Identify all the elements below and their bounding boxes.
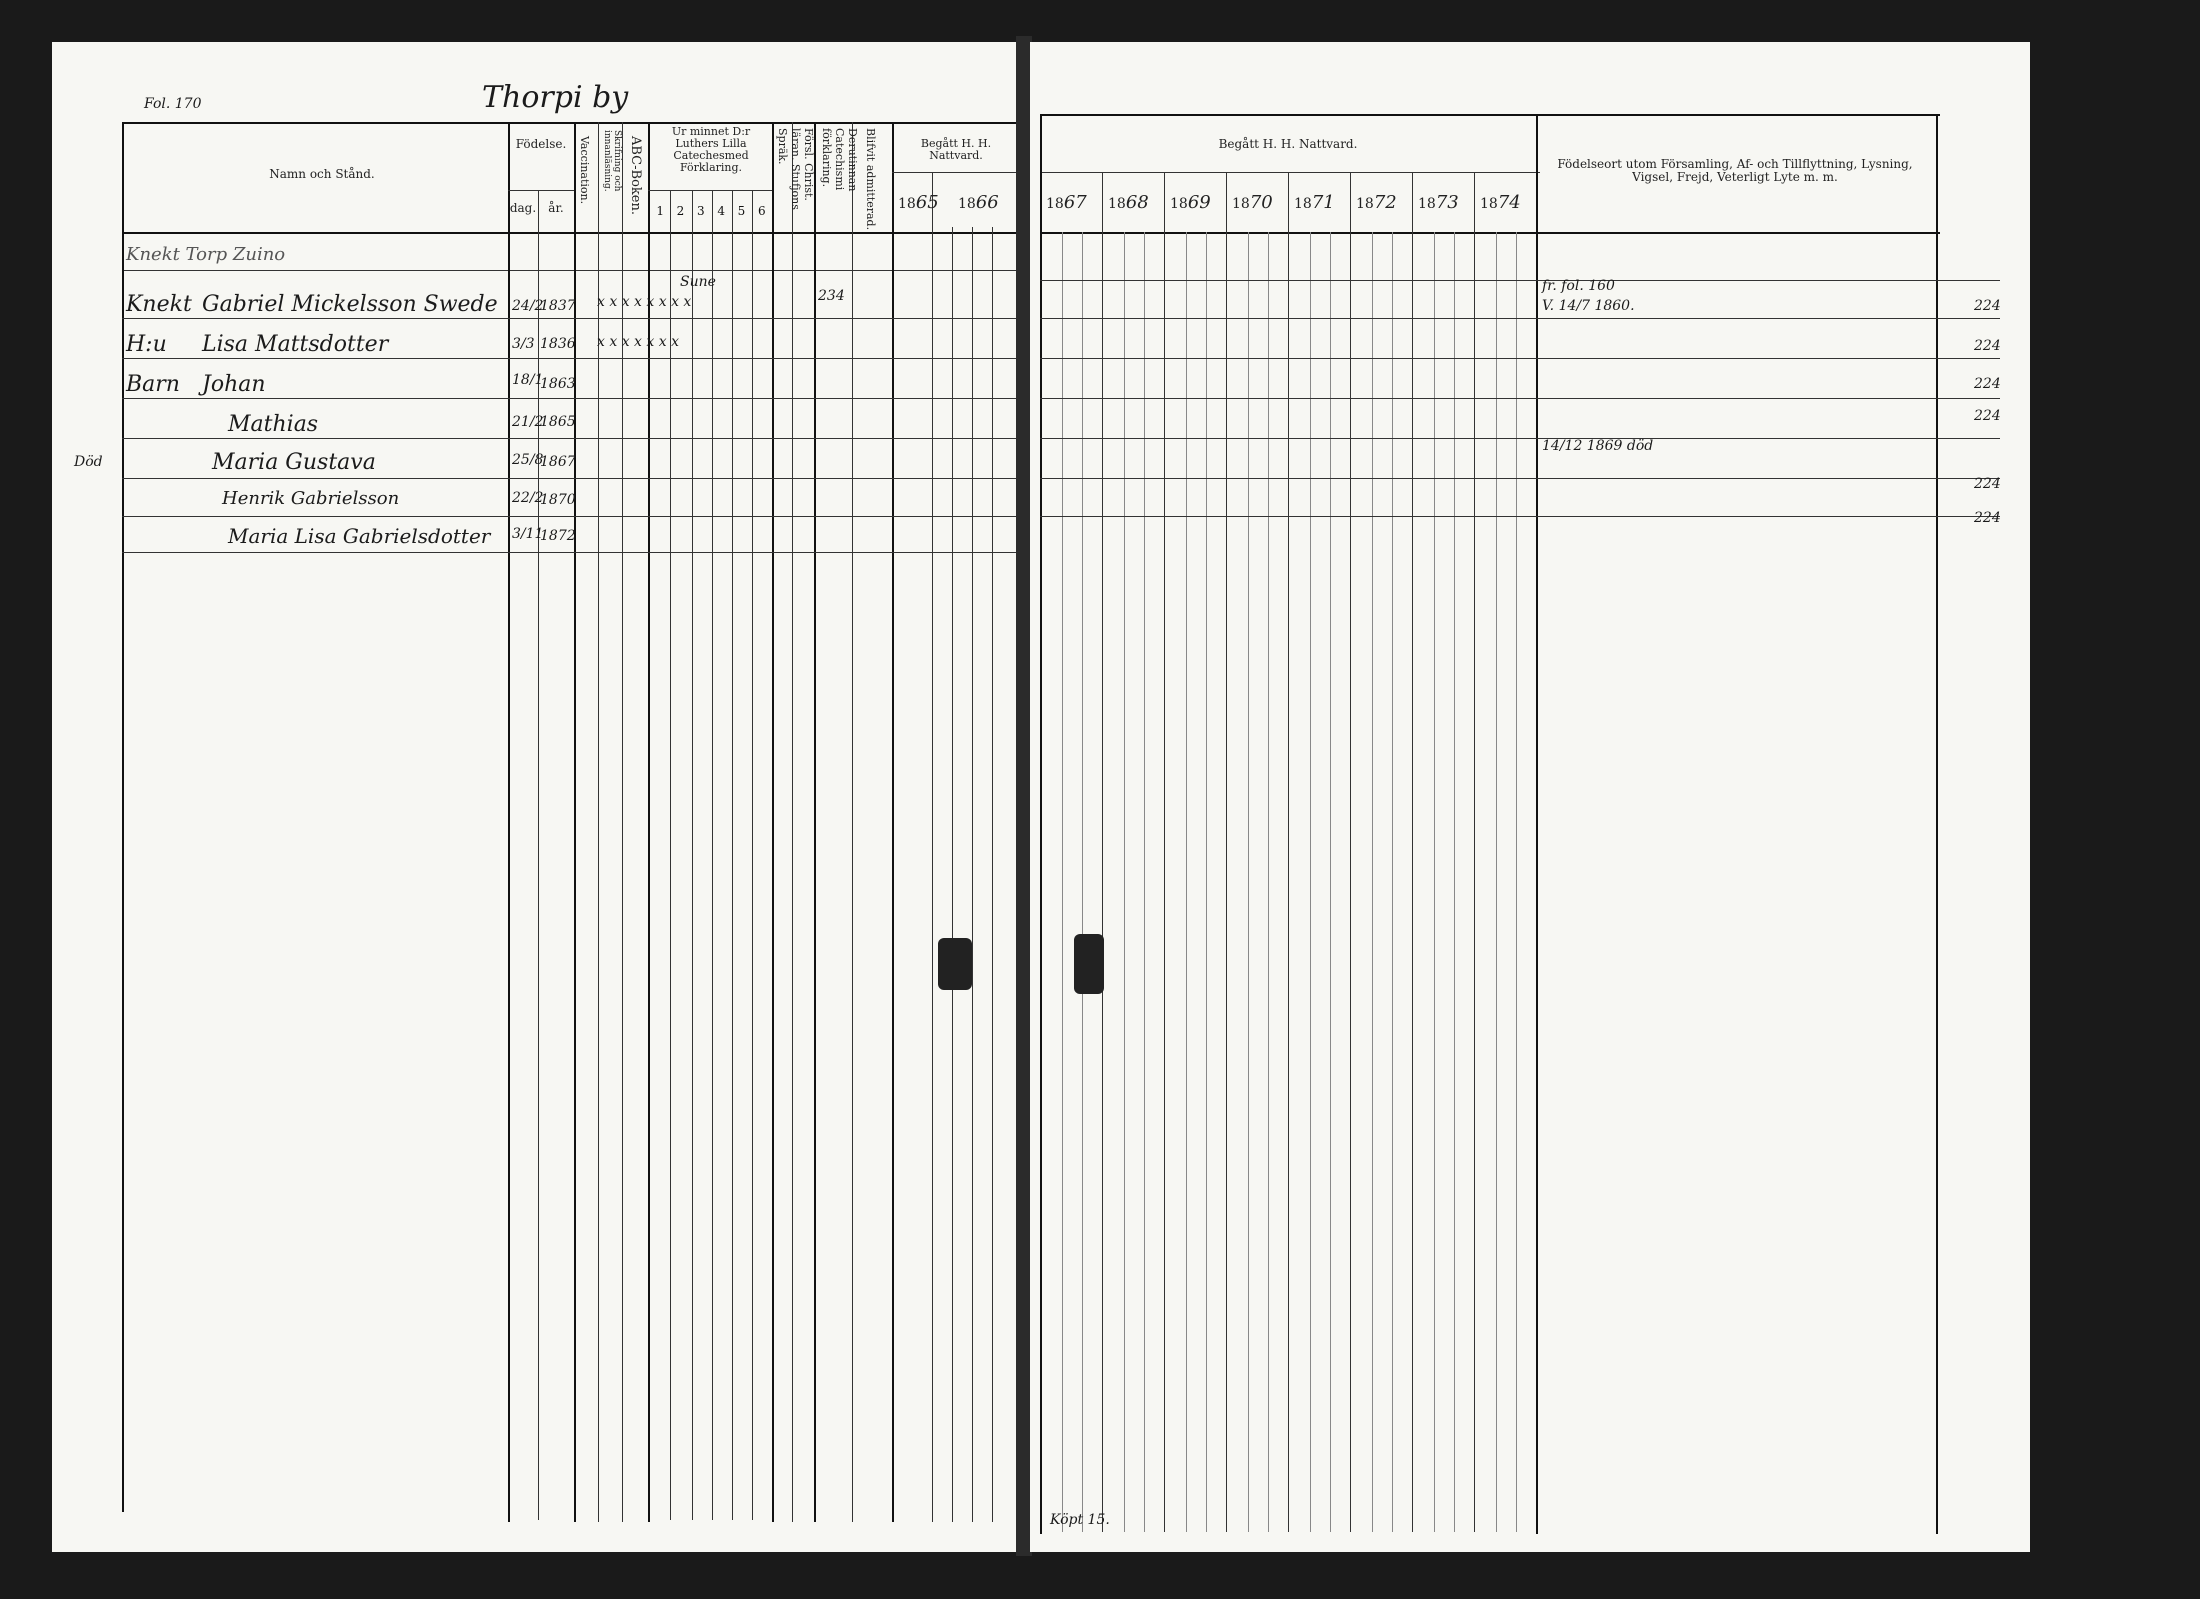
entry-marks: x x x x x x x bbox=[597, 334, 679, 350]
entry-day: 25/8 bbox=[512, 452, 544, 468]
entry-marks: x x x x x x x x bbox=[597, 294, 692, 310]
entry-year: 1870 bbox=[540, 492, 576, 508]
ink-stain bbox=[1074, 934, 1104, 994]
column-catechism-understanding: Derutinnan Catechismi förklaring. bbox=[820, 128, 859, 192]
year-1869: 1869 bbox=[1170, 192, 1211, 213]
year-1868: 1868 bbox=[1108, 192, 1149, 213]
entry-year: 1867 bbox=[540, 454, 576, 470]
entry-day: 24/2 bbox=[512, 298, 544, 314]
remark: V. 14/7 1860. bbox=[1542, 298, 1635, 314]
remark-page: 224 bbox=[1974, 338, 2001, 354]
household-header: Knekt Torp Zuino bbox=[126, 244, 286, 265]
left-page bbox=[52, 42, 1018, 1552]
place-heading: Thorpi by bbox=[482, 80, 629, 115]
remark-page: 224 bbox=[1974, 408, 2001, 424]
column-abc: ABC-Boken. bbox=[628, 136, 643, 215]
entry-name: Gabriel Mickelsson Swede bbox=[202, 292, 498, 317]
remark: fr. fol. 160 bbox=[1542, 278, 1615, 294]
entry-year: 1865 bbox=[540, 414, 576, 430]
right-page bbox=[1030, 42, 2030, 1552]
entry-title: H:u bbox=[126, 332, 167, 357]
column-remarks: Födelseort utom Församling, Af- och Tillflyttning, Lysning, Vigsel, Frejd, Veterligt Lyte m. m. bbox=[1557, 157, 1913, 185]
column-reading: Skrifning och innanläsning. bbox=[602, 130, 622, 192]
entry-day: 3/3 bbox=[512, 336, 535, 352]
entry-year: 1837 bbox=[540, 298, 576, 314]
remark-page: 224 bbox=[1974, 298, 2001, 314]
column-birth-year: år. bbox=[548, 201, 564, 215]
entry-day: 18/1 bbox=[512, 372, 544, 388]
entry-name: Maria Gustava bbox=[212, 450, 376, 475]
entry-title: Knekt bbox=[126, 292, 192, 317]
column-christianity: Försl. Christ. läran. Stufjons Spräk. bbox=[776, 128, 815, 210]
catechism-note: Sune bbox=[680, 274, 716, 290]
year-1872: 1872 bbox=[1356, 192, 1397, 213]
folio-note: Fol. 170 bbox=[144, 96, 202, 112]
year-1873: 1873 bbox=[1418, 192, 1459, 213]
entry-year: 1863 bbox=[540, 376, 576, 392]
year-1866: 1866 bbox=[958, 192, 999, 213]
margin-note: Död bbox=[74, 454, 103, 470]
entry-name: Henrik Gabrielsson bbox=[222, 488, 400, 509]
year-1871: 1871 bbox=[1294, 192, 1335, 213]
entry-year: 1836 bbox=[540, 336, 576, 352]
footer-note: Köpt 15. bbox=[1050, 1512, 1110, 1528]
year-1865: 1865 bbox=[898, 192, 939, 213]
column-birth-day: dag. bbox=[509, 201, 537, 215]
entry-name: Mathias bbox=[228, 412, 319, 437]
column-communion: Begått H. H. Nattvard. bbox=[920, 137, 992, 163]
catechism-parts: 1 2 3 4 5 6 bbox=[656, 204, 766, 218]
column-birth: Födelse. bbox=[515, 137, 567, 151]
year-1870: 1870 bbox=[1232, 192, 1273, 213]
entry-day: 22/2 bbox=[512, 490, 544, 506]
column-vaccination: Vaccination. bbox=[578, 136, 591, 205]
entry-day: 21/2 bbox=[512, 414, 544, 430]
column-name: Namn och Stånd. bbox=[269, 167, 375, 181]
remark-page: 224 bbox=[1974, 476, 2001, 492]
remark-page: 224 bbox=[1974, 376, 2001, 392]
column-catechism: Ur minnet D:r Luthers Lilla Catechesmed Förklaring. bbox=[671, 125, 751, 175]
entry-name: Lisa Mattsdotter bbox=[202, 332, 389, 357]
remark-page: 224 bbox=[1974, 510, 2001, 526]
entry-year: 1872 bbox=[540, 528, 576, 544]
entry-day: 3/11 bbox=[512, 526, 544, 542]
entry-name: Johan bbox=[202, 372, 266, 397]
column-communion: Begått H. H. Nattvard. bbox=[1218, 137, 1358, 151]
year-1867: 1867 bbox=[1046, 192, 1087, 213]
year-1874: 1874 bbox=[1480, 192, 1521, 213]
remark: 14/12 1869 död bbox=[1542, 438, 1654, 454]
entry-title: Barn bbox=[126, 372, 180, 397]
entry-extra: 234 bbox=[818, 288, 845, 304]
entry-name: Maria Lisa Gabrielsdotter bbox=[228, 524, 491, 548]
column-communion-admission: Blifvit admitterad. bbox=[864, 128, 877, 231]
ink-stain bbox=[938, 938, 972, 990]
